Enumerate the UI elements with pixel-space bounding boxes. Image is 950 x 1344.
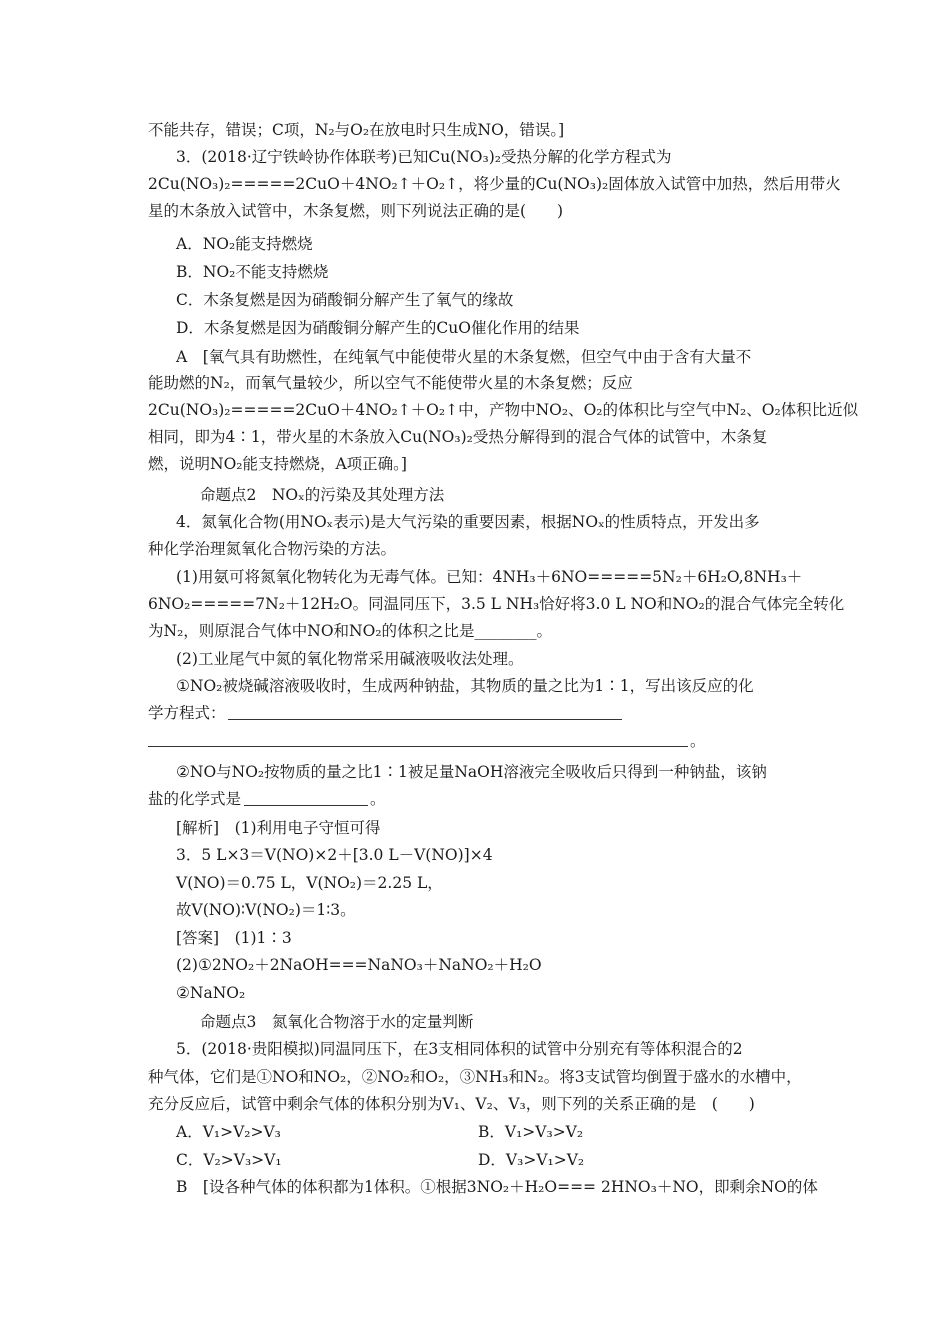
section-heading: 命题点2 NOₓ的污染及其处理方法 [200, 486, 445, 504]
text-line: ②NO与NO₂按物质的量之比1∶1被足量NaOH溶液完全吸收后只得到一种钠盐，该钠 [176, 763, 767, 781]
analysis-label: [解析] (1)利用电子守恒可得 [176, 819, 381, 837]
answer-blank-line [148, 746, 688, 747]
text-line: 3．5 L×3＝V(NO)×2＋[3.0 L－V(NO)]×4 [176, 846, 493, 864]
text-line: 为N₂，则原混合气体中NO和NO₂的体积之比是________。 [148, 622, 553, 640]
text-line: V(NO)＝0.75 L，V(NO₂)＝2.25 L， [176, 874, 443, 892]
option-a: A．NO₂能支持燃烧 [176, 235, 313, 253]
option-c: C．V₂>V₃>V₁ [176, 1151, 282, 1169]
text-line: 2Cu(NO₃)₂=====2CuO＋4NO₂↑＋O₂↑中，产物中NO₂、O₂的体积比与空气中N₂、O₂体积比近似 [148, 401, 859, 419]
question-3-stem: 3．(2018·辽宁铁岭协作体联考)已知Cu(NO₃)₂受热分解的化学方程式为 [176, 148, 672, 166]
answer-blank-line [244, 805, 368, 806]
answer-explanation: B [设各种气体的体积都为1体积。①根据3NO₂＋H₂O=== 2HNO₃＋NO，即剩余NO的体 [176, 1178, 818, 1196]
question-4-stem: 4．氮氧化合物(用NOₓ表示)是大气污染的重要因素，根据NOₓ的性质特点，开发出多 [176, 513, 760, 531]
option-d: D．V₃>V₁>V₂ [478, 1151, 585, 1169]
text-line: ①NO₂被烧碱溶液吸收时，生成两种钠盐，其物质的量之比为1∶1，写出该反应的化 [176, 677, 754, 695]
text-line: 学方程式： [148, 704, 226, 722]
text-line: 充分反应后，试管中剩余气体的体积分别为V₁、V₂、V₃，则下列的关系正确的是 ( ) [148, 1095, 755, 1113]
text-line: 燃，说明NO₂能支持燃烧，A项正确。] [148, 455, 407, 473]
answer-label: [答案] (1)1∶3 [176, 929, 292, 947]
text-line: 不能共存，错误；C项，N₂与O₂在放电时只生成NO，错误。] [148, 121, 565, 139]
text-line: 。 [690, 732, 706, 750]
text-line: ②NaNO₂ [176, 984, 246, 1002]
option-d: D．木条复燃是因为硝酸铜分解产生的CuO催化作用的结果 [176, 319, 580, 337]
text-line: 6NO₂=====7N₂＋12H₂O。同温同压下，3.5 L NH₃恰好将3.0 L NO和NO₂的混合气体完全转化 [148, 595, 845, 613]
section-heading: 命题点3 氮氧化合物溶于水的定量判断 [200, 1013, 474, 1031]
option-a: A．V₁>V₂>V₃ [176, 1123, 281, 1141]
text-line: 。 [370, 790, 386, 808]
answer-blank-line [228, 719, 622, 720]
option-c: C．木条复燃是因为硝酸铜分解产生了氧气的缘故 [176, 291, 514, 309]
text-line: (1)用氨可将氮氧化物转化为无毒气体。已知：4NH₃＋6NO=====5N₂＋6H₂O,8NH₃＋ [176, 568, 803, 586]
question-5-stem: 5．(2018·贵阳模拟)同温同压下，在3支相同体积的试管中分别充有等体积混合的2 [176, 1040, 743, 1058]
text-line: 盐的化学式是 [148, 790, 242, 808]
text-line: 能助燃的N₂，而氧气量较少，所以空气不能使带火星的木条复燃；反应 [148, 374, 633, 392]
answer-explanation: A [氧气具有助燃性，在纯氧气中能使带火星的木条复燃，但空气中由于含有大量不 [176, 348, 752, 366]
option-b: B．NO₂不能支持燃烧 [176, 263, 329, 281]
text-line: 星的木条放入试管中，木条复燃，则下列说法正确的是( ) [148, 202, 564, 220]
text-line: 相同，即为4∶1，带火星的木条放入Cu(NO₃)₂受热分解得到的混合气体的试管中，木条复 [148, 428, 768, 446]
text-line: 种化学治理氮氧化合物污染的方法。 [148, 540, 397, 558]
text-line: (2)工业尾气中氮的氧化物常采用碱液吸收法处理。 [176, 650, 524, 668]
option-b: B．V₁>V₃>V₂ [478, 1123, 584, 1141]
text-line: 故V(NO)∶V(NO₂)＝1∶3。 [176, 901, 356, 919]
text-line: (2)①2NO₂＋2NaOH===NaNO₃＋NaNO₂＋H₂O [176, 956, 542, 974]
text-line: 种气体，它们是①NO和NO₂，②NO₂和O₂，③NH₃和N₂。将3支试管均倒置于盛水的水槽中， [148, 1068, 802, 1086]
text-line: 2Cu(NO₃)₂=====2CuO＋4NO₂↑＋O₂↑，将少量的Cu(NO₃)₂固体放入试管中加热，然后用带火 [148, 175, 841, 193]
